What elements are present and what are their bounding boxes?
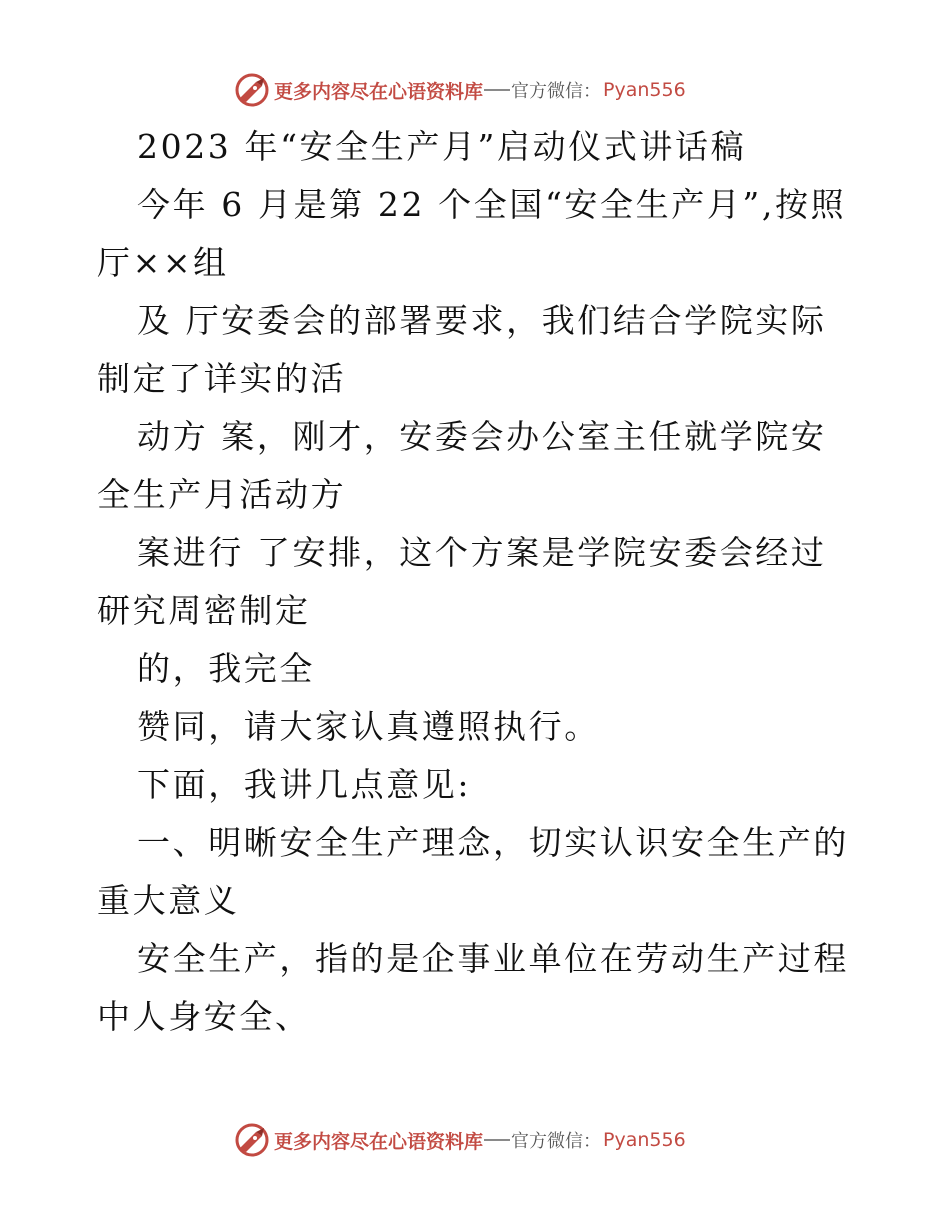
paragraph-line: 安全生产，指的是企事业单位在劳动生产过程中人身安全、 <box>97 939 849 1036</box>
watermark-dash <box>484 89 510 91</box>
paragraph-line: 下面，我讲几点意见: <box>137 765 472 804</box>
watermark-dash <box>484 1139 510 1141</box>
watermark-brand: 更多内容尽在心语资料库 <box>274 1130 484 1153</box>
section-heading: 一、明晰安全生产理念，切实认识安全生产的重大意义 <box>97 823 849 920</box>
document-body <box>97 118 855 1046</box>
pen-nib-circle-icon <box>234 1122 270 1158</box>
paragraph-line: 赞同，请大家认真遵照执行。 <box>137 707 600 746</box>
pen-nib-circle-icon <box>234 72 270 108</box>
document-title: 2023 年“安全生产月”启动仪式讲话稿 <box>137 127 747 166</box>
watermark-official-label: 官方微信： <box>511 81 602 102</box>
paragraph-line: 今年 6 月是第 22 个全国“安全生产月”,按照厅××组 <box>97 185 847 282</box>
paragraph-line: 动方 案，刚才，安委会办公室主任就学院安全生产月活动方 <box>97 417 827 514</box>
watermark-wechat-id: Pyan556 <box>603 79 686 101</box>
watermark-official-label: 官方微信： <box>511 1131 602 1152</box>
header-watermark <box>234 72 686 108</box>
paragraph-line: 的，我完全 <box>137 649 315 688</box>
watermark-brand: 更多内容尽在心语资料库 <box>274 80 484 103</box>
paragraph-line: 案进行 了安排，这个方案是学院安委会经过研究周密制定 <box>97 533 827 630</box>
paragraph-line: 及 厅安委会的部署要求，我们结合学院实际制定了详实的活 <box>97 301 827 398</box>
footer-watermark <box>234 1122 686 1158</box>
watermark-wechat-id: Pyan556 <box>603 1129 686 1151</box>
